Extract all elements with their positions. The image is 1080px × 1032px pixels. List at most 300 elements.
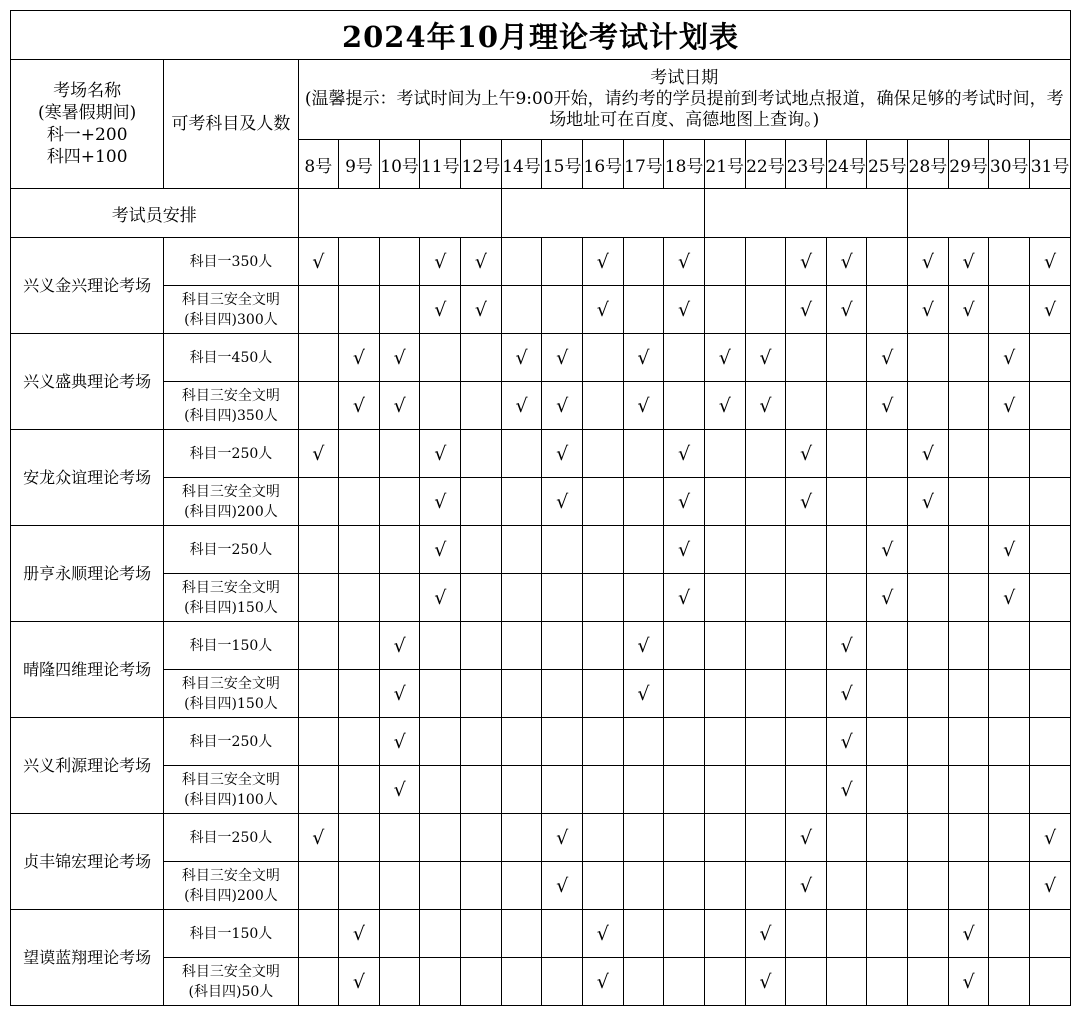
schedule-cell	[583, 382, 624, 430]
schedule-cell	[298, 382, 339, 430]
venue-column-header	[11, 60, 164, 189]
schedule-cell	[461, 526, 502, 574]
schedule-cell	[908, 526, 949, 574]
schedule-cell	[826, 430, 867, 478]
schedule-cell	[501, 862, 542, 910]
check-mark-icon: √	[393, 778, 406, 801]
check-mark-icon: √	[637, 394, 650, 417]
table-row	[11, 238, 1071, 286]
check-mark-icon: √	[678, 442, 691, 465]
schedule-cell	[745, 334, 786, 382]
schedule-cell	[867, 286, 908, 334]
subject-line: 科目一150人	[189, 925, 273, 942]
schedule-cell	[339, 958, 380, 1006]
schedule-cell	[501, 766, 542, 814]
subject-capacity	[164, 862, 298, 910]
check-mark-icon: √	[881, 586, 894, 609]
check-mark-icon: √	[1003, 394, 1016, 417]
check-mark-icon: √	[637, 682, 650, 705]
schedule-cell	[867, 622, 908, 670]
schedule-cell	[501, 670, 542, 718]
venue-name: 晴隆四维理论考场	[11, 622, 164, 718]
day-header-cell: 9号	[339, 140, 380, 189]
schedule-cell	[908, 382, 949, 430]
venue-name: 兴义利源理论考场	[11, 718, 164, 814]
check-mark-icon: √	[474, 298, 487, 321]
subject-capacity	[164, 334, 298, 382]
check-mark-icon: √	[556, 490, 569, 513]
schedule-cell	[867, 958, 908, 1006]
schedule-cell	[583, 430, 624, 478]
day-header-cell: 23号	[786, 140, 827, 189]
schedule-cell	[461, 670, 502, 718]
check-mark-icon: √	[556, 874, 569, 897]
subject-line: (科目四)150人	[184, 599, 278, 616]
subject-line: (科目四)300人	[184, 311, 278, 328]
schedule-cell	[583, 238, 624, 286]
schedule-cell	[908, 670, 949, 718]
schedule-cell	[420, 334, 461, 382]
schedule-cell	[501, 286, 542, 334]
schedule-cell	[786, 286, 827, 334]
check-mark-icon: √	[596, 922, 609, 945]
check-mark-icon: √	[759, 394, 772, 417]
schedule-cell	[786, 574, 827, 622]
subject-line: 科目三安全文明	[181, 483, 280, 500]
schedule-cell	[298, 286, 339, 334]
check-mark-icon: √	[556, 346, 569, 369]
schedule-cell	[948, 238, 989, 286]
schedule-cell	[704, 286, 745, 334]
schedule-cell	[298, 958, 339, 1006]
schedule-cell	[379, 334, 420, 382]
schedule-cell	[420, 718, 461, 766]
subject-line: 科目一250人	[189, 445, 273, 462]
date-header-title: 考试日期	[650, 68, 719, 88]
schedule-cell	[583, 622, 624, 670]
examiner-arrangement-label: 考试员安排	[11, 189, 299, 238]
check-mark-icon: √	[515, 394, 528, 417]
schedule-cell	[745, 622, 786, 670]
schedule-cell	[786, 478, 827, 526]
schedule-cell	[664, 334, 705, 382]
schedule-cell	[623, 910, 664, 958]
check-mark-icon: √	[312, 250, 325, 273]
schedule-cell	[664, 430, 705, 478]
schedule-cell	[826, 718, 867, 766]
schedule-cell	[542, 670, 583, 718]
schedule-cell	[298, 238, 339, 286]
schedule-cell	[664, 622, 705, 670]
schedule-cell	[664, 238, 705, 286]
schedule-cell	[420, 574, 461, 622]
schedule-cell	[704, 526, 745, 574]
check-mark-icon: √	[840, 634, 853, 657]
day-header-cell: 28号	[908, 140, 949, 189]
schedule-cell	[623, 766, 664, 814]
day-header-cell: 30号	[989, 140, 1030, 189]
subject-capacity	[164, 622, 298, 670]
schedule-cell	[583, 958, 624, 1006]
schedule-cell	[745, 478, 786, 526]
subject-line: 科目一250人	[189, 829, 273, 846]
schedule-cell	[704, 574, 745, 622]
venue-name: 望谟蓝翔理论考场	[11, 910, 164, 1006]
schedule-cell	[867, 718, 908, 766]
schedule-cell	[542, 718, 583, 766]
table-row	[11, 382, 1071, 430]
schedule-cell	[704, 862, 745, 910]
schedule-cell	[908, 958, 949, 1006]
schedule-cell	[542, 574, 583, 622]
schedule-cell	[908, 334, 949, 382]
schedule-cell	[501, 910, 542, 958]
schedule-cell	[623, 958, 664, 1006]
subject-capacity	[164, 286, 298, 334]
schedule-cell	[379, 670, 420, 718]
schedule-cell	[461, 334, 502, 382]
check-mark-icon: √	[962, 970, 975, 993]
schedule-cell	[826, 286, 867, 334]
schedule-cell	[542, 958, 583, 1006]
schedule-cell	[501, 430, 542, 478]
schedule-cell	[908, 238, 949, 286]
check-mark-icon: √	[799, 490, 813, 513]
schedule-cell	[298, 574, 339, 622]
schedule-cell	[298, 862, 339, 910]
check-mark-icon: √	[962, 250, 975, 273]
schedule-cell	[745, 814, 786, 862]
schedule-cell	[664, 574, 705, 622]
subject-line: (科目四)200人	[184, 503, 278, 520]
schedule-cell	[339, 238, 380, 286]
table-row	[11, 766, 1071, 814]
schedule-cell	[339, 574, 380, 622]
schedule-cell	[461, 862, 502, 910]
check-mark-icon: √	[393, 634, 406, 657]
schedule-cell	[826, 814, 867, 862]
schedule-cell	[461, 958, 502, 1006]
schedule-cell	[867, 862, 908, 910]
schedule-cell	[1030, 574, 1071, 622]
check-mark-icon: √	[1043, 298, 1057, 321]
schedule-cell	[867, 430, 908, 478]
check-mark-icon: √	[1043, 874, 1057, 897]
schedule-cell	[501, 718, 542, 766]
day-header-cell: 15号	[542, 140, 583, 189]
schedule-cell	[704, 670, 745, 718]
schedule-cell	[501, 814, 542, 862]
schedule-cell	[745, 574, 786, 622]
subject-line: 科目三安全文明	[181, 387, 280, 404]
schedule-cell	[948, 526, 989, 574]
table-row	[11, 718, 1071, 766]
schedule-cell	[461, 766, 502, 814]
schedule-cell	[867, 238, 908, 286]
schedule-cell	[420, 670, 461, 718]
subject-capacity	[164, 430, 298, 478]
schedule-cell	[908, 430, 949, 478]
schedule-cell	[379, 478, 420, 526]
schedule-cell	[420, 286, 461, 334]
table-row	[11, 814, 1071, 862]
schedule-cell	[745, 238, 786, 286]
schedule-cell	[420, 910, 461, 958]
schedule-cell	[826, 910, 867, 958]
schedule-cell	[989, 574, 1030, 622]
check-mark-icon: √	[393, 394, 406, 417]
subject-line: 科目三安全文明	[181, 291, 280, 308]
table-row	[11, 334, 1071, 382]
schedule-cell	[745, 958, 786, 1006]
schedule-cell	[948, 766, 989, 814]
venue-name: 安龙众谊理论考场	[11, 430, 164, 526]
subject-capacity	[164, 382, 298, 430]
schedule-cell	[542, 334, 583, 382]
check-mark-icon: √	[840, 250, 853, 273]
subject-capacity	[164, 238, 298, 286]
schedule-cell	[948, 622, 989, 670]
schedule-cell	[745, 382, 786, 430]
schedule-cell	[745, 430, 786, 478]
schedule-cell	[664, 862, 705, 910]
schedule-cell	[745, 526, 786, 574]
check-mark-icon: √	[718, 394, 731, 417]
check-mark-icon: √	[840, 682, 853, 705]
schedule-cell	[826, 622, 867, 670]
subject-capacity	[164, 814, 298, 862]
schedule-cell	[704, 430, 745, 478]
schedule-cell	[298, 526, 339, 574]
schedule-cell	[948, 814, 989, 862]
schedule-cell	[786, 334, 827, 382]
schedule-cell	[420, 622, 461, 670]
schedule-cell	[989, 718, 1030, 766]
schedule-cell	[908, 718, 949, 766]
schedule-cell	[989, 382, 1030, 430]
schedule-cell	[948, 334, 989, 382]
check-mark-icon: √	[1043, 250, 1057, 273]
schedule-cell	[379, 958, 420, 1006]
schedule-cell	[339, 670, 380, 718]
schedule-cell	[867, 766, 908, 814]
schedule-cell	[786, 766, 827, 814]
schedule-cell	[867, 814, 908, 862]
venue-name: 册亨永顺理论考场	[11, 526, 164, 622]
schedule-cell	[298, 430, 339, 478]
schedule-cell	[826, 670, 867, 718]
schedule-cell	[298, 622, 339, 670]
schedule-cell	[542, 478, 583, 526]
schedule-cell	[989, 238, 1030, 286]
schedule-cell	[379, 430, 420, 478]
schedule-cell	[379, 718, 420, 766]
schedule-cell	[786, 910, 827, 958]
subject-line: (科目四)200人	[184, 887, 278, 904]
schedule-cell	[786, 382, 827, 430]
schedule-cell	[989, 862, 1030, 910]
check-mark-icon: √	[840, 298, 853, 321]
schedule-cell	[704, 814, 745, 862]
schedule-cell	[948, 382, 989, 430]
schedule-cell	[745, 670, 786, 718]
day-header-cell: 14号	[501, 140, 542, 189]
schedule-cell	[908, 286, 949, 334]
schedule-cell	[623, 670, 664, 718]
venue-name: 贞丰锦宏理论考场	[11, 814, 164, 910]
schedule-cell	[908, 478, 949, 526]
day-header-cell: 21号	[704, 140, 745, 189]
schedule-cell	[989, 478, 1030, 526]
subject-line: (科目四)150人	[184, 695, 278, 712]
venue-header-line: (寒暑假期间)	[38, 103, 137, 123]
check-mark-icon: √	[678, 298, 691, 321]
check-mark-icon: √	[393, 682, 406, 705]
schedule-cell	[989, 814, 1030, 862]
check-mark-icon: √	[393, 730, 406, 753]
check-mark-icon: √	[799, 874, 813, 897]
schedule-cell	[339, 286, 380, 334]
day-header-cell: 24号	[826, 140, 867, 189]
schedule-cell	[745, 862, 786, 910]
check-mark-icon: √	[799, 298, 813, 321]
check-mark-icon: √	[840, 778, 853, 801]
schedule-cell	[339, 766, 380, 814]
schedule-cell	[826, 334, 867, 382]
schedule-cell	[420, 382, 461, 430]
schedule-cell	[989, 526, 1030, 574]
schedule-cell	[461, 814, 502, 862]
schedule-cell	[664, 478, 705, 526]
schedule-cell	[583, 334, 624, 382]
table-row	[11, 670, 1071, 718]
subject-line: 科目三安全文明	[181, 771, 280, 788]
check-mark-icon: √	[434, 586, 447, 609]
check-mark-icon: √	[515, 346, 528, 369]
day-header-cell: 31号	[1030, 140, 1071, 189]
schedule-cell	[948, 574, 989, 622]
schedule-cell	[420, 862, 461, 910]
schedule-cell	[826, 574, 867, 622]
subject-line: 科目一450人	[189, 349, 273, 366]
schedule-cell	[1030, 238, 1071, 286]
schedule-cell	[704, 910, 745, 958]
check-mark-icon: √	[352, 394, 366, 417]
schedule-cell	[786, 670, 827, 718]
check-mark-icon: √	[759, 346, 772, 369]
schedule-cell	[704, 766, 745, 814]
check-mark-icon: √	[799, 442, 813, 465]
table-row	[11, 526, 1071, 574]
schedule-cell	[989, 670, 1030, 718]
schedule-cell	[826, 958, 867, 1006]
schedule-cell	[948, 430, 989, 478]
schedule-cell	[379, 814, 420, 862]
check-mark-icon: √	[596, 298, 609, 321]
schedule-cell	[664, 670, 705, 718]
check-mark-icon: √	[352, 922, 366, 945]
schedule-cell	[339, 478, 380, 526]
schedule-cell	[339, 718, 380, 766]
schedule-cell	[1030, 430, 1071, 478]
subject-capacity	[164, 910, 298, 958]
schedule-cell	[379, 862, 420, 910]
schedule-cell	[826, 478, 867, 526]
table-row	[11, 910, 1071, 958]
schedule-cell	[379, 382, 420, 430]
check-mark-icon: √	[434, 490, 447, 513]
schedule-cell	[420, 478, 461, 526]
schedule-cell	[745, 766, 786, 814]
check-mark-icon: √	[921, 250, 934, 273]
schedule-cell	[664, 526, 705, 574]
day-header-cell: 11号	[420, 140, 461, 189]
schedule-cell	[623, 430, 664, 478]
schedule-cell	[826, 766, 867, 814]
schedule-cell	[379, 622, 420, 670]
subject-line: 科目三安全文明	[181, 675, 280, 692]
day-header-cell: 18号	[664, 140, 705, 189]
schedule-cell	[1030, 862, 1071, 910]
schedule-cell	[420, 526, 461, 574]
check-mark-icon: √	[434, 442, 447, 465]
day-header-cell: 8号	[298, 140, 339, 189]
subject-column-header: 可考科目及人数	[164, 60, 298, 189]
schedule-cell	[867, 670, 908, 718]
schedule-cell	[948, 958, 989, 1006]
schedule-cell	[501, 334, 542, 382]
check-mark-icon: √	[881, 538, 894, 561]
schedule-cell	[461, 382, 502, 430]
schedule-cell	[623, 478, 664, 526]
schedule-cell	[339, 862, 380, 910]
check-mark-icon: √	[637, 634, 650, 657]
schedule-cell	[1030, 670, 1071, 718]
schedule-cell	[542, 286, 583, 334]
check-mark-icon: √	[352, 346, 366, 369]
schedule-cell	[786, 718, 827, 766]
schedule-cell	[379, 574, 420, 622]
schedule-cell	[1030, 718, 1071, 766]
schedule-cell	[583, 718, 624, 766]
day-header-cell: 17号	[623, 140, 664, 189]
schedule-cell	[908, 814, 949, 862]
check-mark-icon: √	[962, 298, 975, 321]
subject-capacity	[164, 478, 298, 526]
subject-capacity	[164, 574, 298, 622]
check-mark-icon: √	[678, 538, 691, 561]
schedule-cell	[298, 478, 339, 526]
check-mark-icon: √	[799, 826, 813, 849]
check-mark-icon: √	[434, 538, 447, 561]
schedule-cell	[745, 910, 786, 958]
schedule-cell	[461, 574, 502, 622]
table-row	[11, 286, 1071, 334]
schedule-cell	[542, 766, 583, 814]
check-mark-icon: √	[556, 442, 569, 465]
schedule-cell	[664, 382, 705, 430]
schedule-cell	[583, 574, 624, 622]
schedule-cell	[1030, 814, 1071, 862]
venue-name: 兴义盛典理论考场	[11, 334, 164, 430]
schedule-cell	[989, 910, 1030, 958]
schedule-cell	[1030, 382, 1071, 430]
schedule-cell	[623, 862, 664, 910]
schedule-cell	[339, 382, 380, 430]
schedule-cell	[461, 286, 502, 334]
schedule-cell	[542, 622, 583, 670]
schedule-cell	[623, 286, 664, 334]
